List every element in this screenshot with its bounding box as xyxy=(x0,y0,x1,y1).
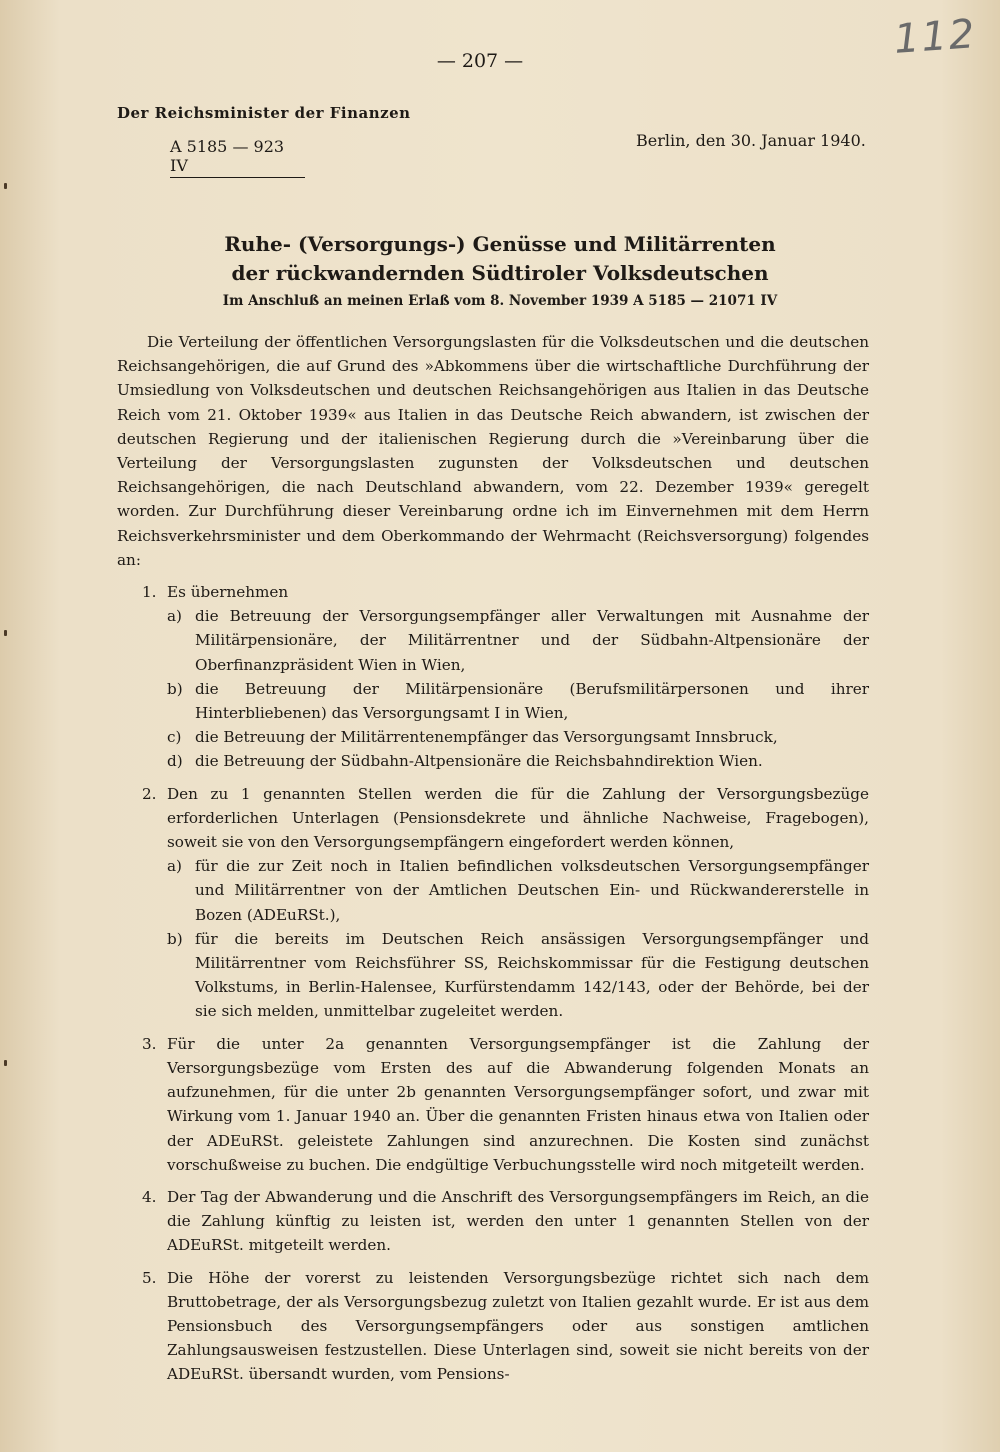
page-number: — 207 — xyxy=(436,50,524,72)
item-number: 4. xyxy=(142,1187,157,1206)
handwritten-folio-number: 112 xyxy=(892,11,978,63)
item-1c xyxy=(117,725,869,749)
sub-label: a) xyxy=(167,857,182,876)
item-text: Der Tag der Abwanderung und die Anschrift des Versorgungsempfängers im Reich, an die die Zahlung künftig zu leisten ist, werden den unter 1 genannten Stellen von der ADEuRSt. mitgeteilt werden. xyxy=(167,1187,869,1255)
sub-text: für die bereits im Deutschen Reich ansässigen Versorgungsempfänger und Militärrentner vom Reichsführer SS, Reichskommissar für die Festigung deutschen Volkstums, in Berlin-Halensee, Kurfürstendamm 142/143, oder der Behörde, bei der sie sich melden, unmittelbar zugeleitet werden. xyxy=(195,929,869,1021)
reference-number: A 5185 — 923 IV xyxy=(170,137,305,178)
item-3 xyxy=(117,1032,869,1177)
sub-label: a) xyxy=(167,607,182,626)
sub-text: die Betreuung der Militärpensionäre (Berufsmilitärpersonen und ihrer Hinterbliebenen) das Versorgungsamt I in Wien, xyxy=(195,679,869,723)
sub-label: d) xyxy=(167,752,183,771)
sub-label: b) xyxy=(167,929,183,948)
item-number: 5. xyxy=(142,1268,157,1287)
sub-text: für die zur Zeit noch in Italien befindlichen volksdeutschen Versorgungsempfänger und Militärrentner von der Amtlichen Deutschen Ein- und Rückwandererstelle in Bozen (ADEuRSt.), xyxy=(195,857,869,924)
item-text: Es übernehmen xyxy=(167,583,289,602)
binding-mark xyxy=(4,1060,7,1066)
item-number: 2. xyxy=(142,784,157,803)
item-1a xyxy=(117,604,869,677)
sub-text: die Betreuung der Militärrentenempfänger das Versorgungsamt Innsbruck, xyxy=(195,728,778,747)
date-line: Berlin, den 30. Januar 1940. xyxy=(636,131,866,150)
item-2 xyxy=(117,782,869,855)
sub-label: b) xyxy=(167,679,183,698)
sub-text: die Betreuung der Südbahn-Altpensionäre die Reichsbahndirektion Wien. xyxy=(195,752,763,771)
item-4 xyxy=(117,1185,869,1258)
binding-mark xyxy=(4,183,7,189)
item-text: Die Höhe der vorerst zu leistenden Versorgungsbezüge richtet sich nach dem Bruttobetrage, der als Versorgungsbezug zuletzt von Italien gezahlt wurde. Er ist aus dem Pensionsbuch des Versorgungsempfängers oder aus sonstigen amtlichen Zahlungsausweisen festzustellen. Diese Unterlagen sind, soweit sie nicht bereits von der ADEuRSt. übersandt wurden, vom Pensions- xyxy=(167,1268,869,1384)
title-line-2: der rückwandernden Südtiroler Volksdeutschen xyxy=(231,261,769,285)
intro-paragraph: Die Verteilung der öffentlichen Versorgungslasten für die Volksdeutschen und die deutschen Reichsangehörigen, die auf Grund des »Abkommens über die wirtschaftliche Durchführung der Umsiedlung von Volksdeutschen und deutschen Reichsangehörigen aus Italien in das Deutsche Reich vom 21. Oktober 1939« aus Italien in das Deutsche Reich abwandern, ist zwischen der deutschen Regierung und der italienischen Regierung durch die »Vereinbarung über die Verteilung der Versorgungslasten zugunsten der Volksdeutschen und deutschen Reichsangehörigen, die nach Deutschland abwandern, vom 22. Dezember 1939« geregelt worden. Zur Durchführung dieser Vereinbarung ordne ich im Einvernehmen mit dem Herrn Reichsverkehrsminister und dem Oberkommando der Wehrmacht (Reichsversorgung) folgendes an: xyxy=(117,333,869,569)
sub-text: die Betreuung der Versorgungsempfänger aller Verwaltungen mit Ausnahme der Militärpensionäre, der Militärrentner und der Südbahn-Altpensionäre der Oberfinanzpräsident Wien in Wien, xyxy=(195,607,869,674)
sub-label: c) xyxy=(167,728,182,747)
item-5 xyxy=(117,1266,869,1387)
document-title xyxy=(0,230,1000,288)
sender-line: Der Reichsminister der Finanzen xyxy=(117,104,411,122)
item-number: 1. xyxy=(142,583,157,602)
title-line-1: Ruhe- (Versorgungs-) Genüsse und Militärrenten xyxy=(224,232,776,256)
item-1d xyxy=(117,749,869,773)
item-2b xyxy=(117,927,869,1024)
binding-mark xyxy=(4,630,7,636)
item-1 xyxy=(117,580,869,604)
item-text: Den zu 1 genannten Stellen werden die für die Zahlung der Versorgungsbezüge erforderlichen Unterlagen (Pensionsdekrete und ähnliche Nachweise, Fragebogen), soweit sie von den Versorgungsempfängern eingefordert werden können, xyxy=(167,784,869,852)
item-number: 3. xyxy=(142,1034,157,1053)
item-2a xyxy=(117,854,869,927)
item-1b xyxy=(117,677,869,725)
subtitle: Im Anschluß an meinen Erlaß vom 8. November 1939 A 5185 — 21071 IV xyxy=(222,293,778,309)
item-text: Für die unter 2a genannten Versorgungsempfänger ist die Zahlung der Versorgungsbezüge vom Ersten des auf die Abwanderung folgenden Monats an aufzunehmen, für die unter 2b genannten Versorgungsempfänger sofort, und zwar mit Wirkung vom 1. Januar 1940 an. Über die genannten Fristen hinaus etwa von Italien oder der ADEuRSt. geleistete Zahlungen sind anzurechnen. Die Kosten sind zunächst vorschußweise zu buchen. Die endgültige Verbuchungsstelle wird noch mitgeteilt werden. xyxy=(167,1034,869,1174)
document-body xyxy=(117,330,869,1387)
